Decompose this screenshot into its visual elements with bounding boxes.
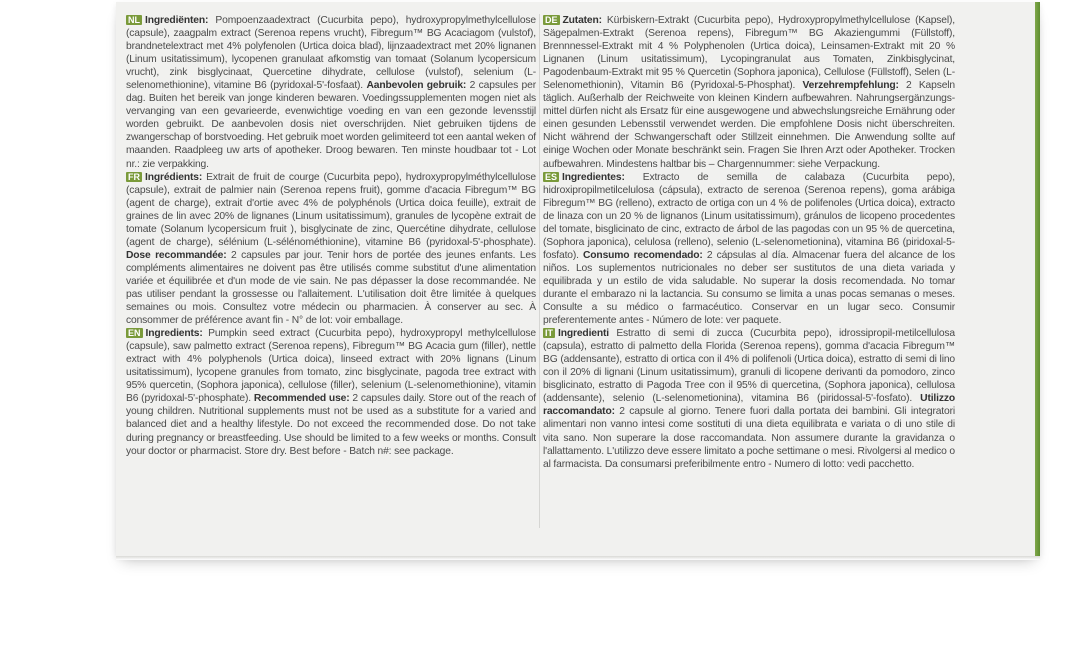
usage-label-it: Utilizzo raccomandato: — [543, 393, 955, 418]
ingredients-text-de: Kürbiskern-Extrakt (Cucurbita pepo), Hydroxypropylmethylcellulose (Kapsel), Sägepalmen-Extrakt (Serenoa repens), Fibregum™ BG Akaziengummi (Füllstoff), Brennnessel-Extrakt mit 4 % Polyphenolen (Urtica doica), Leinsamen-Extrakt mit 20 % Lignanen (Linum usitatissimum), Lycopingranulat aus Tomaten, Zinkbisglycinat, Pagodenbaum-Extrakt mit 95 % Quercetin (Sophora japonica), Cellulose (Füllstoff), Selen (L-Selenomethionin), Vitamin B6 (Pyridoxal-5-Phosphat). — [543, 15, 955, 92]
usage-text-de: 2 Kapseln täglich. Außerhalb der Reichweite von kleinen Kindern aufbewahren. Nahrungsergänzungs-mittel dürfen nicht als Ersatz für eine ausgewogene und abwechslungsreiche Ernährung oder einen gesunden Lebensstil verwendet werden. Die empfohlene Dosis nicht überschreiten. Nicht während der Schwangerschaft oder Stillzeit einnehmen. Die Anwendung sollte auf einige Wochen oder Monate beschränkt sein. Fragen Sie Ihren Arzt oder Apotheker. Trocken aufbewahren. Mindestens haltbar bis – Chargennummer: siehe Verpackung. — [543, 80, 955, 170]
ingredients-label-nl: Ingrediënten: — [145, 15, 209, 26]
section-it — [543, 327, 955, 471]
language-tag-es: ES — [545, 171, 558, 182]
language-tag-it: IT — [545, 328, 553, 339]
section-nl — [126, 14, 536, 171]
section-en — [126, 327, 536, 457]
ingredients-text-es: Extracto de semilla de calabaza (Cucurbita pepo), hidroxipropilmetilcelulosa (cápsula), extracto de serenoa (Serenoa repens), goma arábiga Fibregum™ BG (relleno), extracto de ortiga con un 4 % de polifenoles (Urtica doica), extracto de linaza con un 20 % de lignanos (Linum usitatissimum), gránulos de licopeno procedentes del tomate, bisglicinato de cinc, extracto de árbol de las pagodas con un 95 % de quercetina, (Sophora japonica), celulosa (relleno), selenio (L-selenometionina), vitamina B6 (piridoxal-5-fosfato). — [543, 171, 955, 261]
usage-label-en: Recommended use: — [253, 393, 350, 405]
right-column — [543, 14, 955, 471]
section-fr — [126, 171, 536, 328]
usage-text-fr: 2 capsules par jour. Tenir hors de portée des jeunes enfants. Les compléments alimentaires ne doivent pas être utilisés comme substitut d'une alimentation variée et équilibrée et d'un mode de vie sain. Ne pas dépasser la dose recommandée. Ne pas utiliser pendant la grossesse ou l'allaitement. L'utilisation doit être limitée à quelques semaines ou mois. Consultez votre médecin ou pharmacien. À conserver au sec. À consommer de préférence avant fin - N° de lot: voir emballage. — [126, 249, 536, 327]
left-column — [126, 14, 536, 458]
green-edge — [1035, 2, 1040, 556]
usage-label-de: Verzehrempfehlung: — [802, 80, 899, 92]
usage-text-nl: 2 capsules per dag. Buiten het bereik van jonge kinderen bewaren. Voedingssupplementen mogen niet als vervanging van een gevarieerde, evenwichtige voeding en van een gezonde levensstijl worden gebruikt. De aanbevolen dosis niet overschrijden. Niet gebruiken tijdens de zwangerschap of borstvoeding. Het gebruik moet worden gelimiteerd tot een aantal weken of maanden. Raadpleeg uw arts of apotheker. Droog bewaren. Ten minste houdbaar tot - Lot nr.: zie verpakking. — [126, 80, 536, 170]
ingredients-text-it: Estratto di semi di zucca (Cucurbita pepo), idrossipropil-metilcellulosa (capsula), estratto di palmetto della Florida (Serenoa repens), gomma d'acacia Fibregum™ BG (addensante), estratto di ortica con il 4% di polifenoli (Urtica doica), estratto di semi di lino con il 20% di lignani (Linum usitatissimum), granuli di licopene derivanti da pomodoro, zinco bisglicinato, estratto di Pagoda Tree con il 95% di quercetina, (Sophora japonica), cellulosa (addensante), selenio (L-selenometionina), vitamina B6 (piridossal-5'-fosfato). — [543, 328, 955, 405]
section-es — [543, 171, 955, 328]
usage-text-es: 2 cápsulas al día. Almacenar fuera del alcance de los niños. Los suplementos nutricionales no deber ser sustitutos de una dieta variada y equilibrada y un estilo de vida saludable. No superar la dosis recomendada. No tomar durante el embarazo ni la lactancia. Su consumo se limita a unas pocas semanas o meses. Consulte a su médico o farmacéutico. Conservar en un lugar seco. Consumir preferentemente antes - Número de lote: ver paquete. — [543, 249, 956, 327]
language-tag-en: EN — [128, 328, 141, 339]
column-divider — [539, 14, 540, 528]
language-tag-de: DE — [545, 15, 558, 25]
package-panel — [116, 2, 1040, 556]
language-tag-nl: NL — [128, 15, 140, 25]
section-de — [543, 14, 955, 171]
usage-label-fr: Dose recommandée: — [126, 249, 227, 261]
ingredients-label-en: Ingredients: — [145, 328, 203, 340]
ingredients-label-es: Ingredientes: — [562, 171, 625, 183]
ingredients-label-it: Ingredienti — [558, 328, 609, 340]
usage-label-nl: Aanbevolen gebruik: — [366, 80, 467, 92]
ingredients-text-fr: Extrait de fruit de courge (Cucurbita pepo), hydroxypropylméthylcellulose (capsule), extrait de palmier nain (Serenoa repens fruit), gomme d'acacia Fibregum™ BG (agent de charge), extrait d'ortie avec 4% de polyphénols (Urtica doica feuille), extrait de graines de lin avec 20% de lignanes (Linum usitatissimum), granules de lycopène extrait de tomate (Solanum lycopersicum fruit ), bisglycinate de zinc, Quercétine dihydrate, cellulose (agent de charge), sélénium (L-sélénométhionine), vitamine B6 (pyridoxal-5'-phosphate). — [126, 171, 536, 248]
ingredients-text-en: Pumpkin seed extract (Cucurbita pepo), hydroxypropyl methylcellulose (capsule), saw palmetto extract (Serenoa repens), Fibregum™ BG Acacia gum (filler), nettle extract with 4% polyphenols (Urtica doica), linseed extract with 20% lignans (Linum usitatissimum), lycopene granules from tomato, zinc bisglycinate, pagoda tree extract with 95% quercetin, (Sophora japonica), cellulose (filler), selenium (L-selenomethionine), vitamin B6 (pyridoxal-5'-phosphate). — [126, 328, 536, 405]
language-tag-fr: FR — [128, 171, 140, 182]
usage-text-it: 2 capsule al giorno. Tenere fuori dalla portata dei bambini. Gli integratori alimentari non vanno intesi come sostituti di una dieta equilibrata e variata o di uno stile di vita sano. Non superare la dose raccomandata. Non assumere durante la gravidanza o l'allattamento. L'utilizzo deve essere limitato a poche settimane o mesi. Rivolgersi al medico o al farmacista. Da consumarsi preferibilmente entro - Numero di lotto: vedi pacchetto. — [543, 406, 955, 470]
usage-label-es: Consumo recomendado: — [583, 249, 703, 261]
ingredients-label-de: Zutaten: — [562, 15, 602, 26]
usage-text-en: 2 capsules daily. Store out of the reach of young children. Nutritional supplements must not be used as a substitute for a varied and balanced diet and a healthy lifestyle. Do not exceed the recommended dose. Do not take during pregnancy or breastfeeding. Use should be limited to a few weeks or months. Consult your doctor or pharmacist. Store dry. Best before - Batch n#: see package. — [126, 393, 536, 457]
ingredients-text-nl: Pompoenzaadextract (Cucurbita pepo), hydroxypropylmethylcellulose (capsule), zaagpalm extract (Serenoa repens vrucht), Fibregum™ BG Acaciagom (vulstof), brandnetelextract met 4% polyfenolen (Urtica doica blad), lijnzaadextract met 20% lignanen (Linum usitatissimum), lycopenen granulaat afkomstig van tomaat (Solanum lycopersicum vrucht), zink bisglycinaat, Quercetine dihydrate, cellulose (vulstof), selenium (L-selenomethionine), vitamine B6 (pyridoxal-5'-fosfaat). — [126, 15, 536, 92]
ingredients-label-fr: Ingrédients: — [145, 171, 203, 183]
panel-shadow — [116, 556, 1040, 560]
